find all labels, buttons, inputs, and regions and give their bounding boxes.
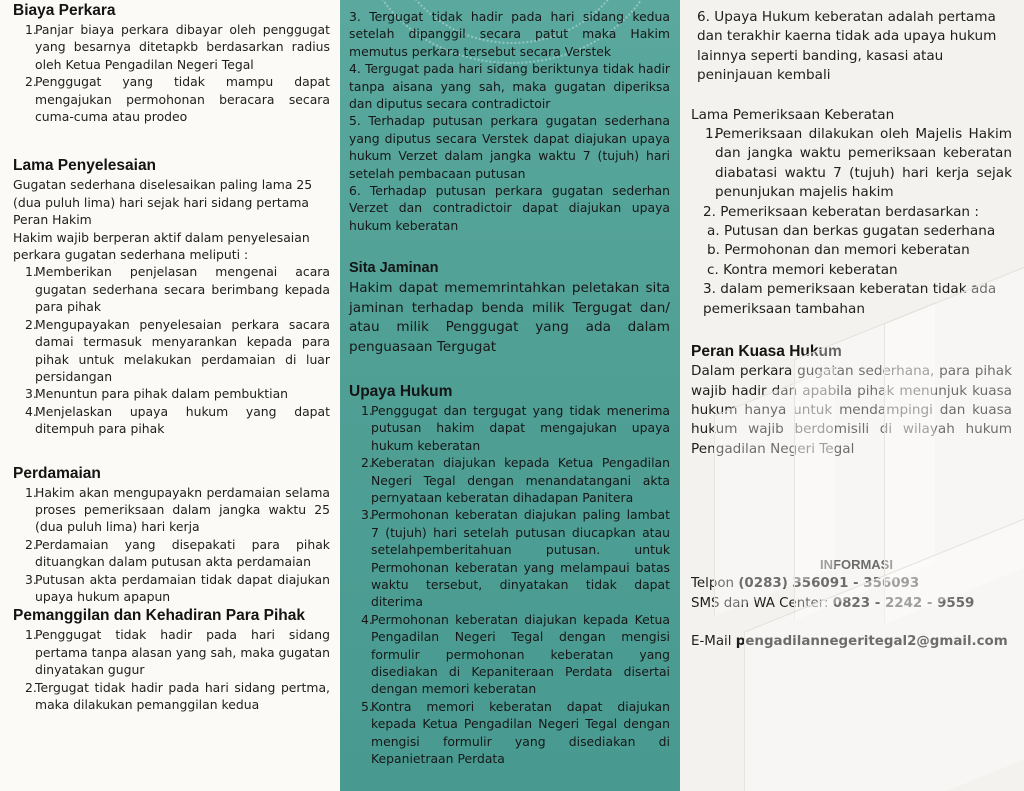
list-item: 2. Keberatan diajukan kepada Ketua Pengadilan Negeri Tegal dengan menandatangani akta pernyataan keberatan dihadapan Panitera — [361, 455, 670, 505]
info-title: INFORMASI — [820, 557, 893, 573]
contact-phone: Telpon (0283) 356091 - 356093 — [691, 576, 920, 592]
heading-pemanggilan: Pemanggilan dan Kehadiran Para Pihak — [13, 607, 306, 625]
list-item: 1. Penggugat dan tergugat yang tidak menerima putusan hakim dapat mengajukan upaya hukum keberatan — [361, 402, 670, 453]
list-item: 4. Menjelaskan upaya hukum yang dapat ditempuh para pihak — [25, 403, 330, 437]
paragraph: Dalam perkara gugatan sederhana, para pihak wajib hadir dan apabila pihak menunjuk kuasa hukum hanya untuk mendampingi dan kuasa hukum wajib berdomisili di wilayah hukum Pengadilan Negeri Tegal — [691, 363, 1012, 457]
panel-middle — [340, 0, 680, 791]
paragraph: Hakim dapat mememrintahkan peletakan sita jaminan terhadap benda milik Tergugat dan/ atau milik Penggugat yang ada dalam penguasaan Tergugat — [349, 280, 670, 355]
list-item: 2. Penggugat yang tidak mampu dapat mengajukan permohonan beracara secara cuma-cuma atau prodeo — [25, 74, 330, 125]
heading-lama-penyelesaian: Lama Penyelesaian — [13, 157, 157, 175]
paragraph: 5. Terhadap putusan perkara gugatan sederhana yang diputus secara Verstek dapat diajukan upaya hukum Verzet dalam jangka waktu 7 (tujuh) hari setelah pembacaan putusan — [349, 113, 670, 181]
contact-sms: SMS dan WA Center: 0823 - 2242 - 9559 — [691, 595, 975, 611]
list-item: 1. Hakim akan mengupayakn perdamaian selama proses pemeriksaan dalam jangka waktu 25 (dua puluh lima) hari kerja — [25, 484, 330, 535]
paragraph: 6. Terhadap putusan perkara gugatan sederhan Verzet dan contradictoir dapat diajukan upaya hukum keberatan — [349, 183, 670, 233]
heading-biaya-perkara: Biaya Perkara — [13, 2, 116, 19]
heading-upaya-hukum: Upaya Hukum — [349, 382, 453, 400]
list-item: 3. Putusan akta perdamaian tidak dapat diajukan upaya hukum apapun — [25, 571, 330, 604]
list-item: 5. Kontra memori keberatan dapat diajukan kepada Ketua Pengadilan Negeri Tegal dengan mengisi formulir yang disediakan di Kepanietraan Perdata — [361, 698, 670, 767]
paragraph: Hakim wajib berperan aktif dalam penyelesaian perkara gugatan sederhana meliputi : — [13, 229, 310, 263]
list-item: 2. Pemeriksaan keberatan berdasarkan : — [703, 203, 979, 220]
list-item: 1. Memberikan penjelasan mengenai acara gugatan sederhana secara berimbang kepada para pihak — [25, 264, 330, 315]
list-item: 3. Permohonan keberatan diajukan paling lambat 7 (tujuh) hari setelah putusan diucapkan atau setelahpemberitahuan putusan. untuk Permohonan keberatan yang melampaui batas waktu tersebut, dinyatakan tidak dapat diterima — [361, 507, 670, 610]
list-item: 1. Penggugat tidak hadir pada hari sidang pertama tanpa alasan yang sah, maka gugatan dinyatakan gugur — [25, 627, 330, 678]
list-item: b. Permohonan dan memori keberatan — [707, 242, 970, 259]
paragraph: 6. Upaya Hukum keberatan adalah pertama dan terakhir kaerna tidak ada upaya hukum lainnya seperti banding, kasasi atau peninjauan kembali — [697, 9, 997, 84]
heading-sita-jaminan: Sita Jaminan — [349, 260, 439, 277]
contact-email: E-Mail pengadilannegeritegal2@gmail.com — [691, 634, 1008, 650]
list-item: a. Putusan dan berkas gugatan sederhana — [707, 223, 996, 240]
list-item: 2. Tergugat tidak hadir pada hari sidang pertma, maka dilakukan pemanggilan kedua — [25, 679, 330, 712]
list-item: c. Kontra memori keberatan — [707, 261, 898, 278]
panel-right — [680, 0, 1024, 791]
paragraph: 4. Tergugat pada hari sidang beriktunya tidak hadir tanpa aisana yang sah, maka gugatan diperiksa dan diputus secara contradictoir — [349, 61, 670, 112]
list-item: 4. Permohonan keberatan diajukan kepada Ketua Pengadilan Negeri Tegal dengan mengisi formulir permohonan keberatan yang disediakan di Kepaniteraan Perdata disertai dengan memori keberatan — [361, 611, 670, 697]
list-item: 3. dalam pemeriksaan keberatan tidak ada pemeriksaan tambahan — [703, 281, 997, 317]
paragraph: Gugatan sederhana diselesaikan paling lama 25 (dua puluh lima) hari sejak hari sidang pertama Peran Hakim — [13, 177, 313, 228]
heading-lama-pemeriksaan: Lama Pemeriksaan Keberatan — [691, 106, 895, 123]
list-item: 3. Menuntun para pihak dalam pembuktian — [25, 386, 289, 402]
list-item: 1. Pemeriksaan dilakukan oleh Majelis Hakim dan jangka waktu pemeriksaan keberatan diabatasi waktu 7 (tujuh) hari kerja sejak penunjukan majelis hakim — [705, 126, 1012, 201]
heading-perdamaian: Perdamaian — [13, 464, 101, 482]
list-item: 1. Panjar biaya perkara dibayar oleh penggugat yang besarnya ditetapkb berdasarkan radius oleh Ketua Pengadilan Negeri Tegal — [25, 22, 330, 72]
list-item: 2. Perdamaian yang disepakati para pihak dituangkan dalam putusan akta perdamaian — [25, 536, 330, 570]
heading-peran-kuasa-hukum: Peran Kuasa Hukum — [691, 343, 842, 361]
list-item: 2. Mengupayakan penyelesaian perkara sacara damai termasuk menyarankan kepada para pihak untuk melakukan perdamaian di luar persidangan — [25, 316, 330, 384]
paragraph: 3. Tergugat tidak hadir pada hari sidang kedua setelah dipanggil secara patut maka Hakim memutus perkara tersebut secara Verstek — [349, 9, 670, 59]
email-link[interactable]: pengadilannegeritegal2@gmail.com — [735, 634, 1008, 650]
panel-left — [0, 0, 340, 791]
